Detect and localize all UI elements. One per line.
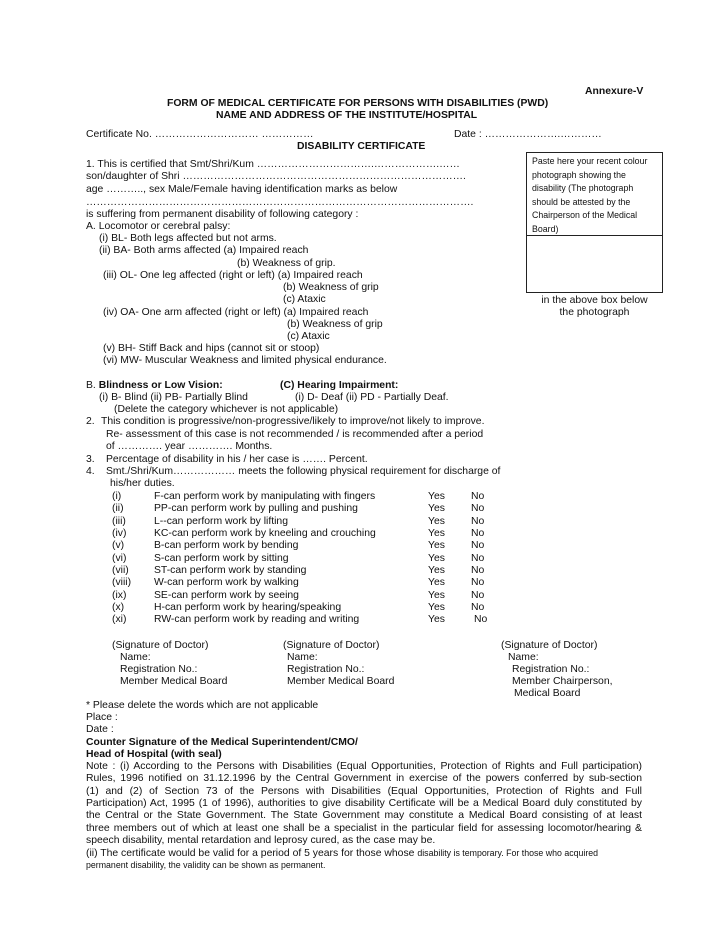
point-4-text: Smt./Shri/Kum……………… meets the following physical requirement for discharge of [106, 466, 501, 477]
requirement-yes: Yes [428, 590, 445, 601]
category-a-subitem: (c) Ataxic [287, 331, 330, 342]
requirement-no: No [471, 565, 485, 576]
requirement-number: (ii) [112, 503, 124, 514]
point-number: 4. [86, 466, 95, 477]
note-line: Note : (i) According to the Persons with Disabilities (Equal Opportunities, Protection of Rights and Full participation) [86, 761, 642, 772]
certificate-number: Certificate No. ………………………… …………… [86, 129, 314, 140]
category-a-subitem: (b) Weakness of grip. [237, 258, 336, 269]
requirement-yes: Yes [428, 528, 445, 539]
requirement-number: (v) [112, 540, 125, 551]
point-2-text: This condition is progressive/non-progressive/likely to improve/not likely to improve. [101, 416, 485, 427]
requirement-text: SE-can perform work by seeing [154, 590, 299, 601]
category-b-heading [86, 380, 223, 392]
signature-name: Name: [287, 652, 318, 663]
note-line: three members out of which at least one shall be a specialist in the particular field for assessing locomotor/hearing & [86, 823, 642, 834]
photo-box-divider [527, 235, 662, 236]
note-line: the Central or the State Government. The State Government may constitute a Medical Board consisting of at least [86, 810, 642, 821]
category-b-title: Blindness or Low Vision: [98, 380, 223, 391]
photo-instruction-line: Paste here your recent colour [532, 156, 648, 166]
requirement-yes: Yes [428, 540, 445, 551]
photo-below-line1: in the above box below [541, 295, 648, 306]
signature-doctor: (Signature of Doctor) [112, 640, 209, 651]
category-a-subitem: (b) Weakness of grip [283, 282, 379, 293]
requirement-text: S-can perform work by sitting [154, 553, 289, 564]
requirement-yes: Yes [428, 565, 445, 576]
note-line: Rules, 1996 notified on 31.12.1996 by the Central Government in exercise of the powers conferred by sub-section [86, 773, 642, 784]
requirement-no: No [471, 602, 485, 613]
requirement-number: (xi) [112, 614, 127, 625]
note-line: speech disability, mental retardation and leprosy cured, as the case may be. [86, 835, 436, 846]
requirement-yes: Yes [428, 577, 445, 588]
requirement-text: W-can perform work by walking [154, 577, 299, 588]
requirement-no: No [471, 590, 485, 601]
category-a-subitem: (c) Ataxic [283, 294, 326, 305]
requirement-text: ST-can perform work by standing [154, 565, 307, 576]
signature-doctor: (Signature of Doctor) [501, 640, 598, 651]
signature-name: Name: [120, 652, 151, 663]
photo-instruction-line: photograph showing the [532, 169, 626, 180]
category-c-heading: (C) Hearing Impairment: [280, 380, 399, 391]
note-line: Participation) Act, 1995 (1 of 1996), authorities to give disability Certificate will be a Medical Board duly constituted by [86, 798, 642, 809]
requirement-number: (viii) [112, 577, 132, 588]
photo-below-line2: the photograph [559, 307, 630, 318]
requirement-text: KC-can perform work by kneeling and crouching [154, 528, 376, 539]
signature-role: Member Chairperson, [512, 676, 613, 687]
requirement-yes: Yes [428, 602, 445, 613]
intro-line: 1. This is certified that Smt/Shri/Kum …………………………….……………….…… [86, 159, 460, 170]
requirement-number: (ix) [112, 590, 127, 601]
signature-role: Member Medical Board [120, 676, 228, 687]
requirement-number: (iii) [112, 516, 126, 527]
category-a-item: (i) BL- Both legs affected but not arms. [99, 233, 277, 244]
counter-signature-heading: Head of Hospital (with seal) [86, 749, 222, 760]
counter-signature-heading: Counter Signature of the Medical Superintendent/CMO/ [86, 737, 358, 748]
signature-doctor: (Signature of Doctor) [283, 640, 380, 651]
category-b-prefix: B. [86, 380, 99, 391]
note-ii-part: (ii) The certificate would be valid for a period of 5 years for those whose [86, 848, 418, 859]
delete-note: * Please delete the words which are not applicable [86, 700, 319, 711]
requirement-no: No [471, 553, 485, 564]
requirement-no: No [471, 516, 485, 527]
requirement-text: L--can perform work by lifting [154, 516, 288, 527]
requirement-yes: Yes [428, 491, 445, 502]
date-label: Date : [86, 724, 114, 735]
category-a-item: (ii) BA- Both arms affected (a) Impaired reach [99, 245, 309, 256]
intro-line: son/daughter of Shri ………………………………………………………………………. [86, 171, 466, 182]
form-title: FORM OF MEDICAL CERTIFICATE FOR PERSONS WITH DISABILITIES (PWD) [167, 98, 549, 109]
point-2-text: Re- assessment of this case is not recommended / is recommended after a period [106, 429, 484, 440]
category-b-items: (i) B- Blind (ii) PB- Partially Blind [99, 392, 248, 403]
requirement-number: (vii) [112, 565, 129, 576]
category-a-item: (iii) OL- One leg affected (right or left) (a) Impaired reach [103, 270, 363, 281]
annexure-label: Annexure-V [585, 86, 644, 97]
requirement-number: (iv) [112, 528, 127, 539]
requirement-no: No [471, 577, 485, 588]
category-a-heading: A. Locomotor or cerebral palsy: [86, 221, 231, 232]
requirement-number: (x) [112, 602, 125, 613]
point-number: 3. [86, 454, 95, 465]
category-a-item: (vi) MW- Muscular Weakness and limited physical endurance. [103, 355, 387, 366]
requirement-yes: Yes [428, 503, 445, 514]
note-line: (1) and (2) of Section 73 of the Persons with Disabilities (Equal Opportunities, Protection of Rights and Full [86, 786, 642, 797]
signature-registration: Registration No.: [120, 664, 198, 675]
requirement-text: B-can perform work by bending [154, 540, 299, 551]
requirement-no: No [471, 540, 485, 551]
point-4-text: his/her duties. [110, 478, 175, 489]
photo-instruction-line: should be attested by the [532, 196, 631, 207]
requirement-no: No [471, 528, 485, 539]
requirement-number: (vi) [112, 553, 127, 564]
requirement-no: No [471, 491, 485, 502]
requirement-yes: Yes [428, 516, 445, 527]
requirement-text: H-can perform work by hearing/speaking [154, 602, 342, 613]
requirement-no: No [471, 503, 485, 514]
category-a-subitem: (b) Weakness of grip [287, 319, 383, 330]
requirement-text: PP-can perform work by pulling and pushing [154, 503, 358, 514]
category-c-items: (i) D- Deaf (ii) PD - Partially Deaf. [295, 392, 449, 403]
photo-box [526, 152, 663, 293]
certificate-heading: DISABILITY CERTIFICATE [297, 141, 426, 152]
requirement-text: RW-can perform work by reading and writing [154, 614, 360, 625]
category-a-item: (v) BH- Stiff Back and hips (cannot sit or stoop) [103, 343, 320, 354]
point-number: 2. [86, 416, 95, 427]
certificate-date: Date : ………………….………… [454, 129, 602, 140]
intro-line: is suffering from permanent disability of following category : [86, 209, 359, 220]
signature-role-line2: Medical Board [514, 688, 581, 699]
signature-name: Name: [508, 652, 539, 663]
requirement-text: F-can perform work by manipulating with fingers [154, 491, 376, 502]
intro-line: age ……….., sex Male/Female having identification marks as below [86, 184, 398, 195]
photo-instruction-line: Chairperson of the Medical [532, 210, 638, 221]
note-ii-part-small: disability is temporary. For those who acquired [417, 848, 599, 858]
requirement-number: (i) [112, 491, 122, 502]
photo-instruction-line: disability (The photograph [532, 183, 634, 194]
requirement-yes: Yes [428, 614, 445, 625]
category-a-item: (iv) OA- One arm affected (right or left) (a) Impaired reach [103, 307, 369, 318]
point-2-text: of …………. year …………. Months. [106, 441, 273, 452]
note-ii-line: permanent disability, the validity can be shown as permanent. [86, 860, 326, 870]
category-delete-note: (Delete the category whichever is not applicable) [114, 404, 339, 415]
intro-line: …………………………………………………………………………………………………. [86, 197, 474, 208]
requirement-yes: Yes [428, 553, 445, 564]
point-3-text: Percentage of disability in his / her case is ……. Percent. [106, 454, 368, 465]
signature-registration: Registration No.: [512, 664, 590, 675]
signature-role: Member Medical Board [287, 676, 395, 687]
place-label: Place : [86, 712, 118, 723]
institute-title: NAME AND ADDRESS OF THE INSTITUTE/HOSPITAL [216, 110, 478, 121]
requirement-no: No [474, 614, 488, 625]
signature-registration: Registration No.: [287, 664, 365, 675]
photo-instruction-line: Board) [532, 223, 559, 234]
